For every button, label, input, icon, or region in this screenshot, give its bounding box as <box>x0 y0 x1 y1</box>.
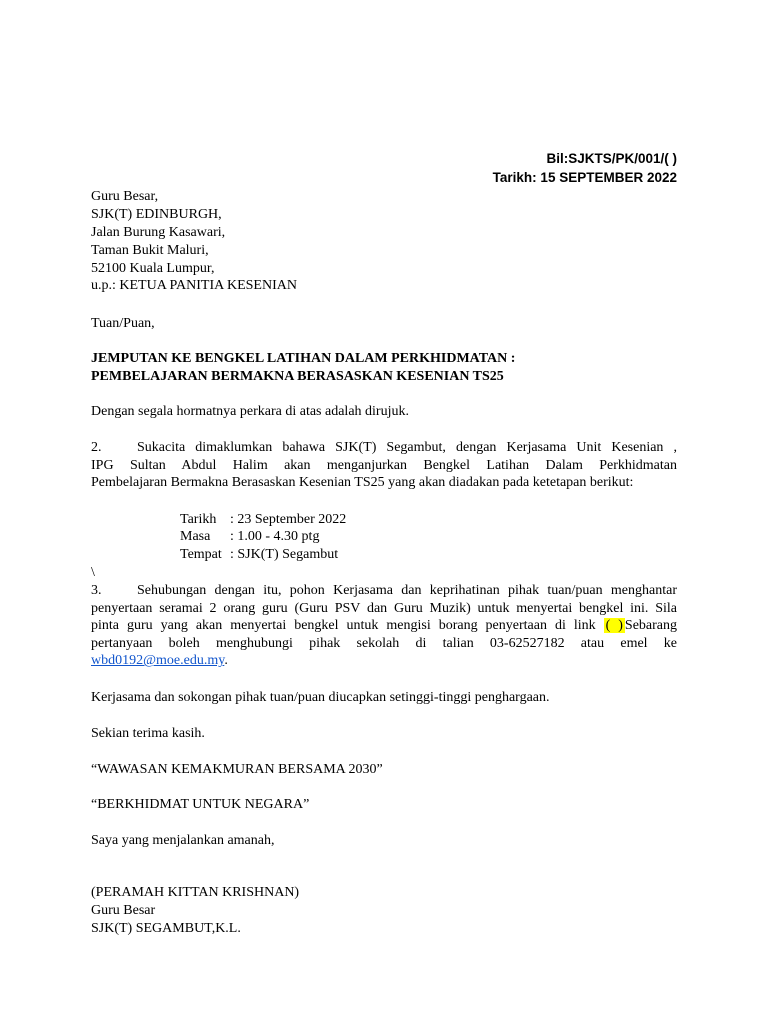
recipient-line: u.p.: KETUA PANITIA KESENIAN <box>91 278 297 293</box>
recipient-line: SJK(T) EDINBURGH, <box>91 207 222 222</box>
paragraph-line: pinta guru yang akan menyertai bengkel untuk mengisi borang penyertaan di link ( ) Sebarang <box>91 618 678 634</box>
subject-line: JEMPUTAN KE BENGKEL LATIHAN DALAM PERKHIDMATAN : <box>91 351 516 366</box>
paragraph-line: 3. Sehubungan dengan itu, pohon Kerjasama dan keprihatinan pihak tuan/puan menghantar <box>91 583 677 598</box>
detail-row <box>180 528 319 546</box>
paragraph-3 <box>91 582 677 670</box>
recipient-line: Jalan Burung Kasawari, <box>91 225 226 240</box>
paragraph-line: Pembelajaran Bermakna Berasaskan Kesenian TS25 yang akan diadakan pada ketetapan berikut: <box>91 475 634 491</box>
paragraph-line: pertanyaan boleh menghubungi pihak sekolah di talian 03-62527182 atau emel ke <box>91 635 677 651</box>
paragraph-2 <box>91 439 677 492</box>
subject-line: PEMBELAJARAN BERMAKNA BERASASKAN KESENIAN TS25 <box>91 369 504 384</box>
recipient-line: Taman Bukit Maluri, <box>91 243 209 258</box>
paragraph-line: IPG Sultan Abdul Halim akan menganjurkan Bengkel Latihan Dalam Perkhidmatan <box>91 457 677 473</box>
paragraph-number: 2. <box>91 440 102 455</box>
salutation: Tuan/Puan, <box>91 316 155 331</box>
detail-label: Tarikh <box>180 512 217 527</box>
detail-value: : SJK(T) Segambut <box>230 547 339 562</box>
paragraph-line: penyertaan seramai 2 orang guru (Guru PSV dan Guru Muzik) untuk menyertai bengkel ini. Sila <box>91 600 677 616</box>
letter-date: Tarikh: 15 SEPTEMBER 2022 <box>492 170 677 185</box>
intro-text: Dengan segala hormatnya perkara di atas adalah dirujuk. <box>91 404 409 419</box>
sign-intro: Saya yang menjalankan amanah, <box>91 833 275 848</box>
detail-row <box>180 511 346 529</box>
signatory-title: Guru Besar <box>91 903 156 918</box>
detail-value: : 1.00 - 4.30 ptg <box>230 529 320 544</box>
recipient-line: 52100 Kuala Lumpur, <box>91 261 215 276</box>
thanks-text: Kerjasama dan sokongan pihak tuan/puan diucapkan setinggi-tinggi penghargaan. <box>91 690 550 705</box>
detail-label: Masa <box>180 529 211 544</box>
detail-label: Tempat <box>180 547 222 562</box>
paragraph-line: wbd0192@moe.edu.my. <box>91 653 228 669</box>
detail-row <box>180 546 338 564</box>
reference-number: Bil:SJKTS/PK/001/( ) <box>546 151 677 166</box>
motto-2: “BERKHIDMAT UNTUK NEGARA” <box>91 797 310 812</box>
paragraph-number: 3. <box>91 583 102 598</box>
form-link-placeholder[interactable]: ( ) <box>605 618 623 634</box>
recipient-line: Guru Besar, <box>91 189 159 204</box>
closing-text: Sekian terima kasih. <box>91 726 205 741</box>
signatory-name: (PERAMAH KITTAN KRISHNAN) <box>91 885 300 900</box>
stray-mark: \ <box>91 565 95 580</box>
motto-1: “WAWASAN KEMAKMURAN BERSAMA 2030” <box>91 762 383 777</box>
paragraph-line: 2. Sukacita dimaklumkan bahawa SJK(T) Segambut, dengan Kerjasama Unit Kesenian , <box>91 440 677 455</box>
signatory-school: SJK(T) SEGAMBUT,K.L. <box>91 921 241 936</box>
email-link[interactable]: wbd0192@moe.edu.my <box>91 653 225 669</box>
detail-value: : 23 September 2022 <box>230 512 347 527</box>
